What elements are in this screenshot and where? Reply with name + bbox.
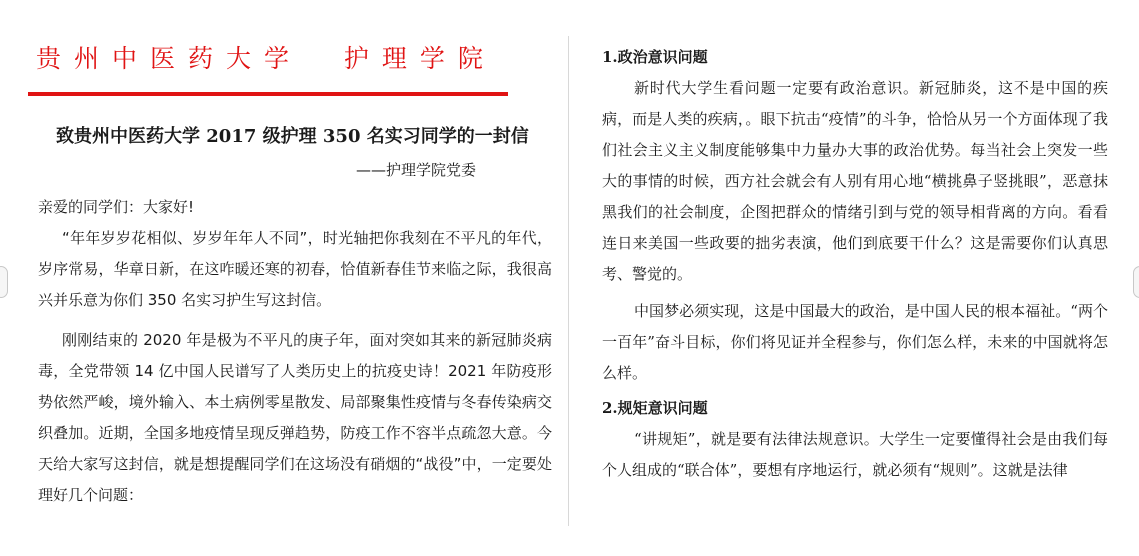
previous-page-tab[interactable]	[0, 266, 8, 298]
next-page-tab[interactable]	[1133, 266, 1139, 298]
left-body-text	[38, 192, 552, 511]
paragraph: “讲规矩”，就是要有法律法规意识。大学生一定要懂得社会是由我们每个人组成的“联合体”，要想有序地运行，就必须有“规则”。这就是法律	[602, 430, 1108, 479]
paragraph: 刚刚结束的 2020 年是极为不平凡的庚子年，面对突如其来的新冠肺炎病毒，全党带领 14 亿中国人民谱写了人类历史上的抗疫史诗！2021 年防疫形势依然严峻，境外输入、本土病例零星散发、局部聚集性疫情与冬春传染病交织叠加。近期，全国多地疫情呈现反弹趋势，防疫工作不容半点疏忽大意。今天给大家写这封信，就是想提醒同学们在这场没有硝烟的“战役”中，一定要处理好几个问题：	[38, 331, 552, 504]
left-page	[0, 0, 568, 556]
section-heading-political-awareness: 1.政治意识问题	[602, 48, 708, 66]
letter-signature: ——护理学院党委	[356, 161, 477, 179]
page-gutter-divider	[568, 36, 569, 526]
paragraph: 中国梦必须实现，这是中国最大的政治，是中国人民的根本福祉。“两个一百年”奋斗目标，你们将见证并全程参与，你们怎么样，未来的中国就将怎么样。	[602, 302, 1108, 382]
section-heading-rules-awareness: 2.规矩意识问题	[602, 399, 708, 417]
header-red-rule	[28, 92, 508, 96]
paragraph: 新时代大学生看问题一定要有政治意识。新冠肺炎，这不是中国的疾病，而是人类的疾病，。眼下抗击“疫情”的斗争，恰恰从另一个方面体现了我们社会主义主义制度能够集中力量办大事的政治优势。每当社会上突发一些大的事情的时候，西方社会就会有人别有用心地“横挑鼻子竖挑眼”，恶意抹黑我们的社会制度，企图把群众的情绪引到与党的领导相背离的方向。看看连日来美国一些政要的拙劣表演，他们到底要干什么？这是需要你们认真思考、警觉的。	[602, 79, 1108, 283]
paragraph: “年年岁岁花相似、岁岁年年人不同”，时光轴把你我刻在不平凡的年代，岁序常易，华章日新，在这咋暖还寒的初春，恰值新春佳节来临之际，我很高兴并乐意为你们 350 名实习护生写这封信。	[38, 229, 552, 309]
right-page	[570, 0, 1139, 556]
header-title: 贵州中医药大学 护理学院	[36, 44, 496, 73]
right-body-text	[602, 42, 1108, 486]
greeting: 亲爱的同学们：大家好!	[38, 198, 195, 216]
letter-title: 致贵州中医药大学 2017 级护理 350 名实习同学的一封信	[56, 126, 529, 147]
